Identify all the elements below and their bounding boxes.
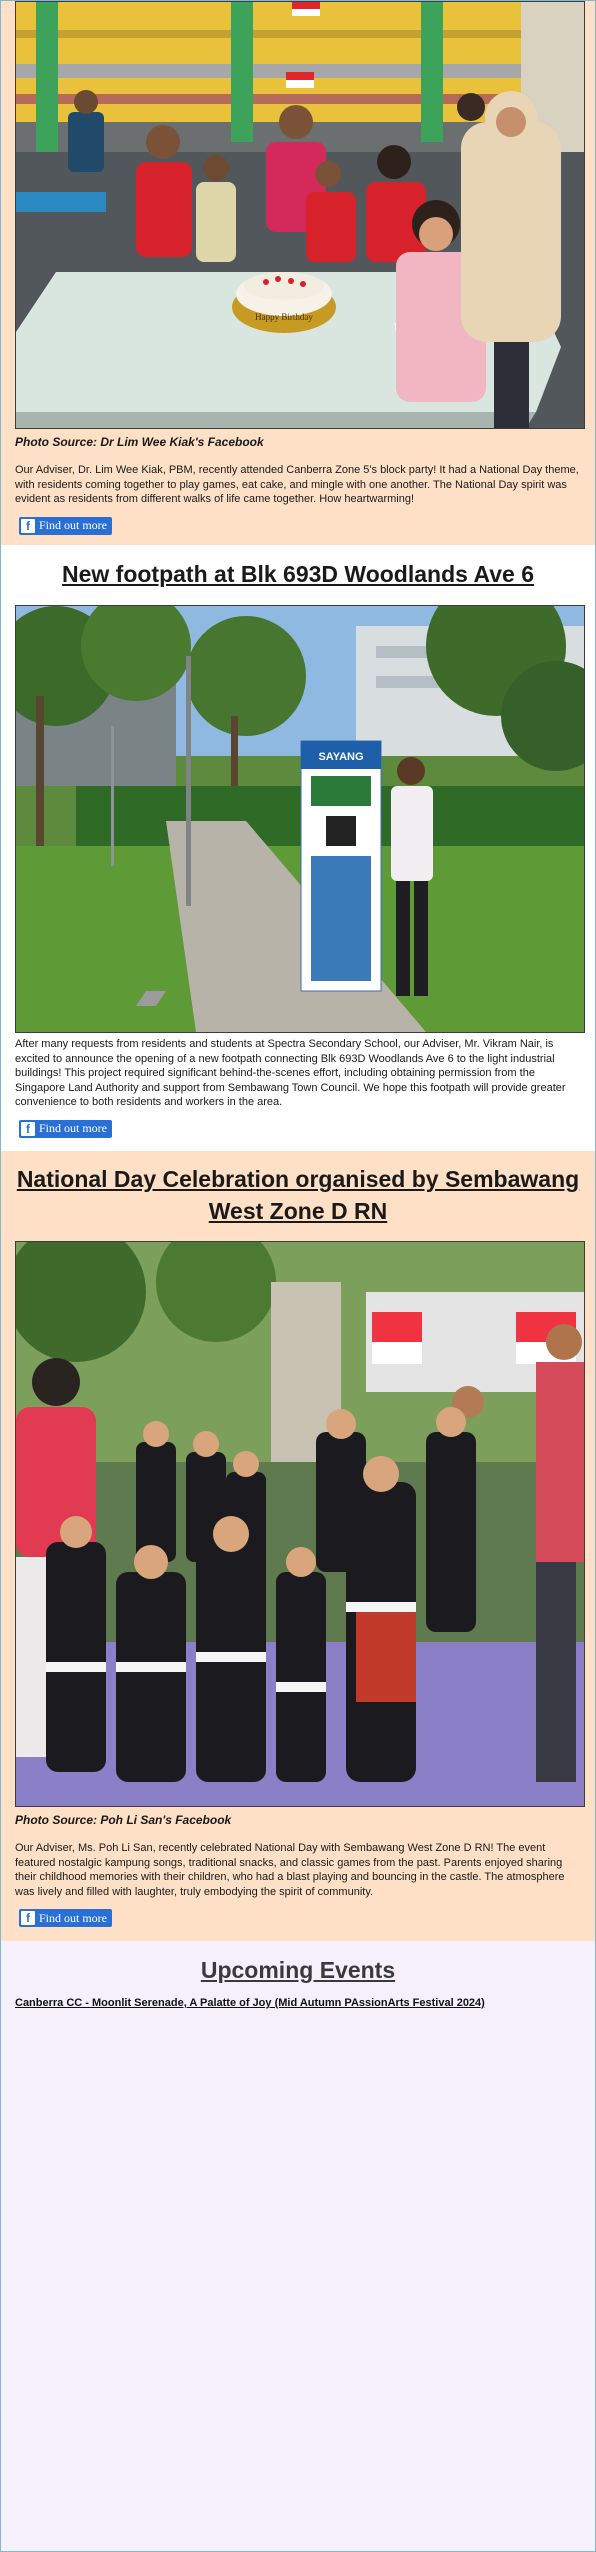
facebook-icon: f: [21, 519, 35, 533]
photo-caption: Photo Source: Poh Li San's Facebook: [15, 1813, 232, 1827]
find-out-more-button[interactable]: [19, 1120, 112, 1138]
facebook-icon: f: [21, 1911, 35, 1925]
facebook-icon: f: [21, 1122, 35, 1136]
photo-caption: Photo Source: Dr Lim Wee Kiak's Facebook: [15, 435, 264, 449]
find-out-more-button[interactable]: [19, 1909, 112, 1927]
upcoming-events-title: Upcoming Events: [200, 1957, 396, 1983]
block-party-photo: [15, 1, 585, 429]
event-link[interactable]: Canberra CC - Moonlit Serenade, A Palatte of Joy (Mid Autumn PAssionArts Festival 2024): [15, 1997, 485, 2009]
upcoming-events: [1, 1941, 595, 2009]
story-national-day: [1, 1151, 595, 1941]
story-title: National Day Celebration organised by Sembawang West Zone D RN: [16, 1166, 580, 1224]
story-footpath: [1, 545, 595, 1151]
find-out-more-label: Find out more: [39, 1910, 107, 1925]
banner-brand: SAYANG: [318, 751, 364, 763]
find-out-more-label: Find out more: [39, 518, 107, 532]
cake-label: Happy Birthday: [255, 312, 313, 322]
story-body: Our Adviser, Dr. Lim Wee Kiak, PBM, recently attended Canberra Zone 5's block party! It had a National Day theme, with residents coming together to play games, eat cake, and mingle with one another. The National Day spirit was evident as residents from different walks of life came together. How heartwarming!: [15, 464, 579, 505]
story-block-party: [1, 1, 595, 545]
story-body: Our Adviser, Ms. Poh Li San, recently celebrated National Day with Sembawang West Zone D RN! The event featured nostalgic kampung songs, traditional snacks, and classic games from the past. Parents enjoyed sharing their childhood memories with their children, who had a blast playing and bouncing in the castle. The atmosphere was lively and filled with laughter, truly embodying the spirit of community.: [15, 1842, 565, 1898]
find-out-more-button[interactable]: [19, 517, 112, 535]
story-body: After many requests from residents and students at Spectra Secondary School, our Adviser, Mr. Vikram Nair, is excited to announce the opening of a new footpath connecting Blk 693D Woodlands Ave 6 to the light industrial buildings! This project required significant behind-the-scenes effort, including obtaining permission from the Singapore Land Authority and support from Sembawang Town Council. We hope this footpath will provide greater convenience to both residents and workers in the area.: [15, 1038, 566, 1108]
find-out-more-label: Find out more: [39, 1121, 107, 1135]
footpath-photo: [15, 605, 585, 1033]
national-day-photo: [15, 1241, 585, 1807]
story-title: New footpath at Blk 693D Woodlands Ave 6: [61, 561, 534, 587]
